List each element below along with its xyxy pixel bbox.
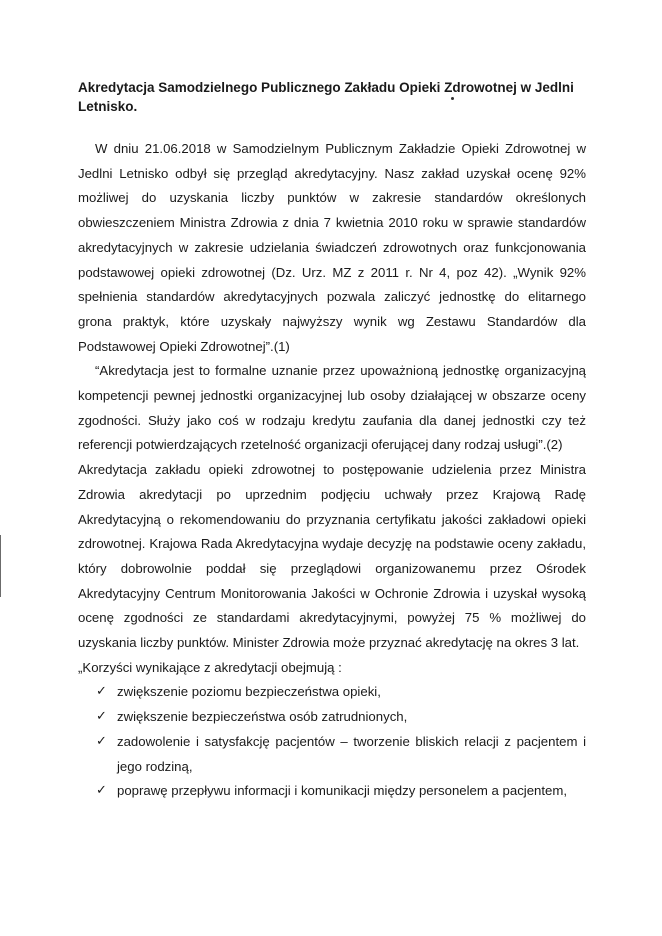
benefits-list [78,680,586,804]
paragraph-review-result: W dniu 21.06.2018 w Samodzielnym Publicznym Zakładzie Opieki Zdrowotnej w Jedlni Letnisko odbył się przegląd akredytacyjny. Nasz zakład uzyskał ocenę 92% możliwej do uzyskania liczby punktów w zakresie standardów określonych obwieszczeniem Ministra Zdrowia z dnia 7 kwietnia 2010 roku w sprawie standardów akredytacyjnych w zakresie udzielania świadczeń zdrowotnych oraz funkcjonowania podstawowej opieki zdrowotnej (Dz. Urz. MZ z 2011 r. Nr 4, poz 42). „Wynik 92% spełnienia standardów akredytacyjnych pozwala zaliczyć jednostkę do elitarnego grona praktyk, które uzyskały najwyższy wynik wg Zestawu Standardów dla Podstawowej Opieki Zdrowotnej”.(1) [78,141,586,354]
checkmark-icon: ✓ [96,709,107,725]
paragraph-benefits-intro: „Korzyści wynikające z akredytacji obejmują : [78,659,342,675]
list-item [78,730,586,779]
checkmark-icon: ✓ [96,733,107,749]
document-title: Akredytacja Samodzielnego Publicznego Zakładu Opieki Zdrowotnej w Jedlni Letnisko. [78,80,574,114]
checkmark-icon: ✓ [96,783,107,799]
list-item-text: zwiększenie bezpieczeństwa osób zatrudnionych, [117,709,408,725]
paragraph-accreditation-definition: “Akredytacja jest to formalne uznanie przez upoważnioną jednostkę organizacyjną kompetencji pewnej jednostki organizacyjnej lub osoby działającej w obszarze oceny zgodności. Służy jako coś w rodzaju kredytu zaufania dla danej jednostki czy też referencji potwierdzających rzetelność organizacji oferującej dany rodzaj usługi”.(2) [78,363,586,453]
document-body [78,137,586,804]
checkmark-icon: ✓ [96,684,107,700]
list-item-text: poprawę przepływu informacji i komunikacji między personelem a pacjentem, [117,783,568,799]
list-item-text: zadowolenie i satysfakcję pacjentów – tworzenie bliskich relacji z pacjentem i jego rodziną, [117,733,586,774]
list-item-text: zwiększenie poziomu bezpieczeństwa opieki, [117,684,381,700]
list-item [78,680,586,705]
list-item [78,779,586,804]
paragraph-accreditation-procedure: Akredytacja zakładu opieki zdrowotnej to postępowanie udzielenia przez Ministra Zdrowia akredytacji po uprzednim podjęciu uchwały przez Krajową Radę Akredytacyjną o rekomendowaniu do przyznania certyfikatu jakości zakładowi opieki zdrowotnej. Krajowa Rada Akredytacyjna wydaje decyzję na podstawie oceny zakładu, który dobrowolnie poddał się przeglądowi organizowanemu przez Ośrodek Akredytacyjny Centrum Monitorowania Jakości w Ochronie Zdrowia i uzyskał wysoką ocenę zgodności ze standardami akredytacyjnymi, powyżej 75 % możliwej do uzyskania liczby punktów. Minister Zdrowia może przyznać akredytację na okres 3 lat. [78,462,586,651]
list-item [78,705,586,730]
scan-edge-mark [0,535,1,597]
